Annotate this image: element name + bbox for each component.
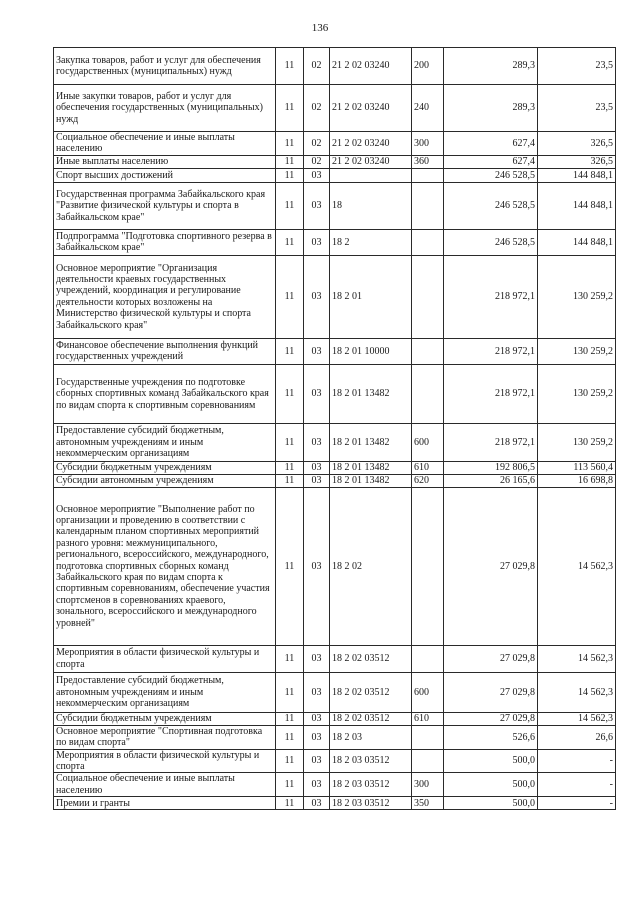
row-name: Премии и гранты bbox=[54, 797, 276, 810]
row-expense-type bbox=[412, 255, 444, 338]
row-amount-executed: 14 562,3 bbox=[538, 645, 616, 672]
row-section: 11 bbox=[276, 255, 304, 338]
row-amount-planned: 627,4 bbox=[444, 132, 538, 156]
row-amount-planned: 192 806,5 bbox=[444, 461, 538, 474]
row-target-code: 18 bbox=[330, 182, 412, 229]
row-section: 11 bbox=[276, 48, 304, 85]
row-section: 11 bbox=[276, 474, 304, 487]
row-subsection: 03 bbox=[304, 364, 330, 423]
row-amount-planned: 246 528,5 bbox=[444, 168, 538, 182]
row-target-code: 18 2 02 03512 bbox=[330, 672, 412, 712]
table-row bbox=[54, 168, 616, 182]
row-section: 11 bbox=[276, 182, 304, 229]
row-subsection: 02 bbox=[304, 48, 330, 85]
row-name: Спорт высших достижений bbox=[54, 168, 276, 182]
row-section: 11 bbox=[276, 712, 304, 725]
row-amount-executed: 326,5 bbox=[538, 155, 616, 168]
row-amount-planned: 526,6 bbox=[444, 725, 538, 749]
row-amount-executed: - bbox=[538, 773, 616, 797]
row-amount-executed: 14 562,3 bbox=[538, 712, 616, 725]
row-amount-planned: 27 029,8 bbox=[444, 672, 538, 712]
row-expense-type: 620 bbox=[412, 474, 444, 487]
table-row bbox=[54, 229, 616, 255]
row-amount-executed: 144 848,1 bbox=[538, 229, 616, 255]
row-target-code: 18 2 01 bbox=[330, 255, 412, 338]
row-expense-type: 300 bbox=[412, 132, 444, 156]
row-amount-executed: 130 259,2 bbox=[538, 364, 616, 423]
row-section: 11 bbox=[276, 725, 304, 749]
row-section: 11 bbox=[276, 132, 304, 156]
row-expense-type bbox=[412, 487, 444, 645]
row-target-code: 18 2 03 03512 bbox=[330, 773, 412, 797]
row-amount-planned: 218 972,1 bbox=[444, 364, 538, 423]
row-target-code: 18 2 02 03512 bbox=[330, 645, 412, 672]
row-amount-executed: 26,6 bbox=[538, 725, 616, 749]
row-expense-type: 600 bbox=[412, 423, 444, 461]
row-target-code: 18 2 03 bbox=[330, 725, 412, 749]
row-name: Подпрограмма "Подготовка спортивного резерва в Забайкальском крае" bbox=[54, 229, 276, 255]
row-amount-planned: 246 528,5 bbox=[444, 182, 538, 229]
row-expense-type bbox=[412, 645, 444, 672]
row-name: Предоставление субсидий бюджетным, автономным учреждениям и иным некоммерческим организациям bbox=[54, 423, 276, 461]
row-amount-executed: 326,5 bbox=[538, 132, 616, 156]
row-expense-type: 300 bbox=[412, 773, 444, 797]
row-amount-executed: 23,5 bbox=[538, 85, 616, 132]
row-subsection: 03 bbox=[304, 168, 330, 182]
row-subsection: 03 bbox=[304, 645, 330, 672]
table-row bbox=[54, 338, 616, 364]
table-row bbox=[54, 725, 616, 749]
row-section: 11 bbox=[276, 487, 304, 645]
row-subsection: 03 bbox=[304, 725, 330, 749]
row-amount-executed: 144 848,1 bbox=[538, 168, 616, 182]
budget-table bbox=[53, 47, 616, 810]
table-row bbox=[54, 132, 616, 156]
row-name: Предоставление субсидий бюджетным, автономным учреждениям и иным некоммерческим организациям bbox=[54, 672, 276, 712]
row-subsection: 02 bbox=[304, 132, 330, 156]
row-section: 11 bbox=[276, 423, 304, 461]
row-amount-planned: 218 972,1 bbox=[444, 338, 538, 364]
row-amount-executed: - bbox=[538, 797, 616, 810]
table-row bbox=[54, 474, 616, 487]
row-section: 11 bbox=[276, 338, 304, 364]
row-expense-type bbox=[412, 182, 444, 229]
row-subsection: 03 bbox=[304, 182, 330, 229]
table-row bbox=[54, 48, 616, 85]
table-row bbox=[54, 255, 616, 338]
table-row bbox=[54, 423, 616, 461]
row-name: Закупка товаров, работ и услуг для обеспечения государственных (муниципальных) нужд bbox=[54, 48, 276, 85]
row-target-code: 21 2 02 03240 bbox=[330, 155, 412, 168]
row-target-code: 18 2 bbox=[330, 229, 412, 255]
table-row bbox=[54, 155, 616, 168]
row-amount-executed: 16 698,8 bbox=[538, 474, 616, 487]
row-amount-planned: 500,0 bbox=[444, 749, 538, 773]
row-name: Иные закупки товаров, работ и услуг для обеспечения государственных (муниципальных) нужд bbox=[54, 85, 276, 132]
row-name: Государственные учреждения по подготовке сборных спортивных команд Забайкальского края по видам спорта к спортивным соревнованиям bbox=[54, 364, 276, 423]
row-section: 11 bbox=[276, 672, 304, 712]
row-amount-executed: 144 848,1 bbox=[538, 182, 616, 229]
row-amount-executed: 130 259,2 bbox=[538, 423, 616, 461]
table-row bbox=[54, 182, 616, 229]
row-expense-type: 350 bbox=[412, 797, 444, 810]
row-name: Субсидии автономным учреждениям bbox=[54, 474, 276, 487]
row-target-code: 18 2 01 13482 bbox=[330, 461, 412, 474]
row-subsection: 03 bbox=[304, 797, 330, 810]
row-amount-planned: 627,4 bbox=[444, 155, 538, 168]
row-name: Мероприятия в области физической культуры и спорта bbox=[54, 749, 276, 773]
row-expense-type bbox=[412, 229, 444, 255]
row-section: 11 bbox=[276, 645, 304, 672]
row-section: 11 bbox=[276, 461, 304, 474]
row-amount-executed: 130 259,2 bbox=[538, 338, 616, 364]
row-section: 11 bbox=[276, 168, 304, 182]
row-amount-executed: 23,5 bbox=[538, 48, 616, 85]
row-name: Государственная программа Забайкальского края "Развитие физической культуры и спорта в Забайкальском крае" bbox=[54, 182, 276, 229]
row-amount-executed: 113 560,4 bbox=[538, 461, 616, 474]
row-name: Социальное обеспечение и иные выплаты населению bbox=[54, 773, 276, 797]
row-expense-type bbox=[412, 749, 444, 773]
row-subsection: 03 bbox=[304, 749, 330, 773]
table-row bbox=[54, 85, 616, 132]
row-name: Субсидии бюджетным учреждениям bbox=[54, 712, 276, 725]
row-subsection: 02 bbox=[304, 85, 330, 132]
row-section: 11 bbox=[276, 85, 304, 132]
row-section: 11 bbox=[276, 155, 304, 168]
table-row bbox=[54, 461, 616, 474]
row-amount-planned: 289,3 bbox=[444, 85, 538, 132]
row-target-code: 18 2 02 03512 bbox=[330, 712, 412, 725]
row-target-code: 18 2 01 13482 bbox=[330, 474, 412, 487]
row-section: 11 bbox=[276, 229, 304, 255]
row-subsection: 03 bbox=[304, 255, 330, 338]
table-row bbox=[54, 672, 616, 712]
row-amount-executed: - bbox=[538, 749, 616, 773]
row-target-code: 21 2 02 03240 bbox=[330, 132, 412, 156]
table-row bbox=[54, 487, 616, 645]
row-subsection: 03 bbox=[304, 773, 330, 797]
row-name: Иные выплаты населению bbox=[54, 155, 276, 168]
row-amount-planned: 27 029,8 bbox=[444, 645, 538, 672]
row-expense-type: 240 bbox=[412, 85, 444, 132]
page-number: 136 bbox=[311, 22, 329, 34]
row-amount-planned: 500,0 bbox=[444, 797, 538, 810]
row-expense-type bbox=[412, 168, 444, 182]
row-name: Субсидии бюджетным учреждениям bbox=[54, 461, 276, 474]
row-amount-planned: 218 972,1 bbox=[444, 423, 538, 461]
row-subsection: 03 bbox=[304, 338, 330, 364]
row-section: 11 bbox=[276, 749, 304, 773]
row-expense-type: 360 bbox=[412, 155, 444, 168]
row-target-code: 18 2 03 03512 bbox=[330, 797, 412, 810]
row-section: 11 bbox=[276, 364, 304, 423]
row-amount-planned: 26 165,6 bbox=[444, 474, 538, 487]
row-name: Социальное обеспечение и иные выплаты населению bbox=[54, 132, 276, 156]
row-expense-type bbox=[412, 338, 444, 364]
row-expense-type: 600 bbox=[412, 672, 444, 712]
row-expense-type bbox=[412, 725, 444, 749]
row-target-code: 18 2 02 bbox=[330, 487, 412, 645]
row-section: 11 bbox=[276, 773, 304, 797]
row-subsection: 03 bbox=[304, 461, 330, 474]
row-section: 11 bbox=[276, 797, 304, 810]
row-target-code: 18 2 03 03512 bbox=[330, 749, 412, 773]
row-amount-planned: 500,0 bbox=[444, 773, 538, 797]
row-target-code: 18 2 01 13482 bbox=[330, 364, 412, 423]
row-expense-type: 610 bbox=[412, 712, 444, 725]
row-target-code: 18 2 01 13482 bbox=[330, 423, 412, 461]
row-subsection: 02 bbox=[304, 155, 330, 168]
row-subsection: 03 bbox=[304, 474, 330, 487]
row-target-code: 18 2 01 10000 bbox=[330, 338, 412, 364]
row-subsection: 03 bbox=[304, 712, 330, 725]
row-expense-type: 610 bbox=[412, 461, 444, 474]
row-name: Основное мероприятие "Выполнение работ по организации и проведению в соответствии с календарным планом спортивных мероприятий разного уровня: межмуниципального, регионального, всероссийского, международного, подготовка спортивных сборных команд Забайкальского края по видам спорта к спортивным соревнованиям, обеспечение участия спортсменов в соревнованиях краевого, зонального, всероссийского и международного уровней" bbox=[54, 487, 276, 645]
table-row bbox=[54, 645, 616, 672]
row-name: Финансовое обеспечение выполнения функций государственных учреждений bbox=[54, 338, 276, 364]
row-subsection: 03 bbox=[304, 672, 330, 712]
row-amount-executed: 14 562,3 bbox=[538, 487, 616, 645]
table-row bbox=[54, 749, 616, 773]
row-subsection: 03 bbox=[304, 487, 330, 645]
row-amount-planned: 27 029,8 bbox=[444, 712, 538, 725]
table-row bbox=[54, 773, 616, 797]
table-row bbox=[54, 364, 616, 423]
row-name: Основное мероприятие "Спортивная подготовка по видам спорта" bbox=[54, 725, 276, 749]
row-target-code: 21 2 02 03240 bbox=[330, 85, 412, 132]
table-row bbox=[54, 797, 616, 810]
row-amount-planned: 289,3 bbox=[444, 48, 538, 85]
row-target-code: 21 2 02 03240 bbox=[330, 48, 412, 85]
row-amount-planned: 218 972,1 bbox=[444, 255, 538, 338]
row-target-code bbox=[330, 168, 412, 182]
row-amount-executed: 14 562,3 bbox=[538, 672, 616, 712]
row-expense-type: 200 bbox=[412, 48, 444, 85]
table-row bbox=[54, 712, 616, 725]
row-amount-planned: 27 029,8 bbox=[444, 487, 538, 645]
row-name: Основное мероприятие "Организация деятельности краевых государственных учреждений, координация и регулирование деятельности которых возложены на Министерство физической культуры и спорта Забайкальского края" bbox=[54, 255, 276, 338]
row-amount-executed: 130 259,2 bbox=[538, 255, 616, 338]
row-expense-type bbox=[412, 364, 444, 423]
row-name: Мероприятия в области физической культуры и спорта bbox=[54, 645, 276, 672]
row-amount-planned: 246 528,5 bbox=[444, 229, 538, 255]
row-subsection: 03 bbox=[304, 423, 330, 461]
row-subsection: 03 bbox=[304, 229, 330, 255]
